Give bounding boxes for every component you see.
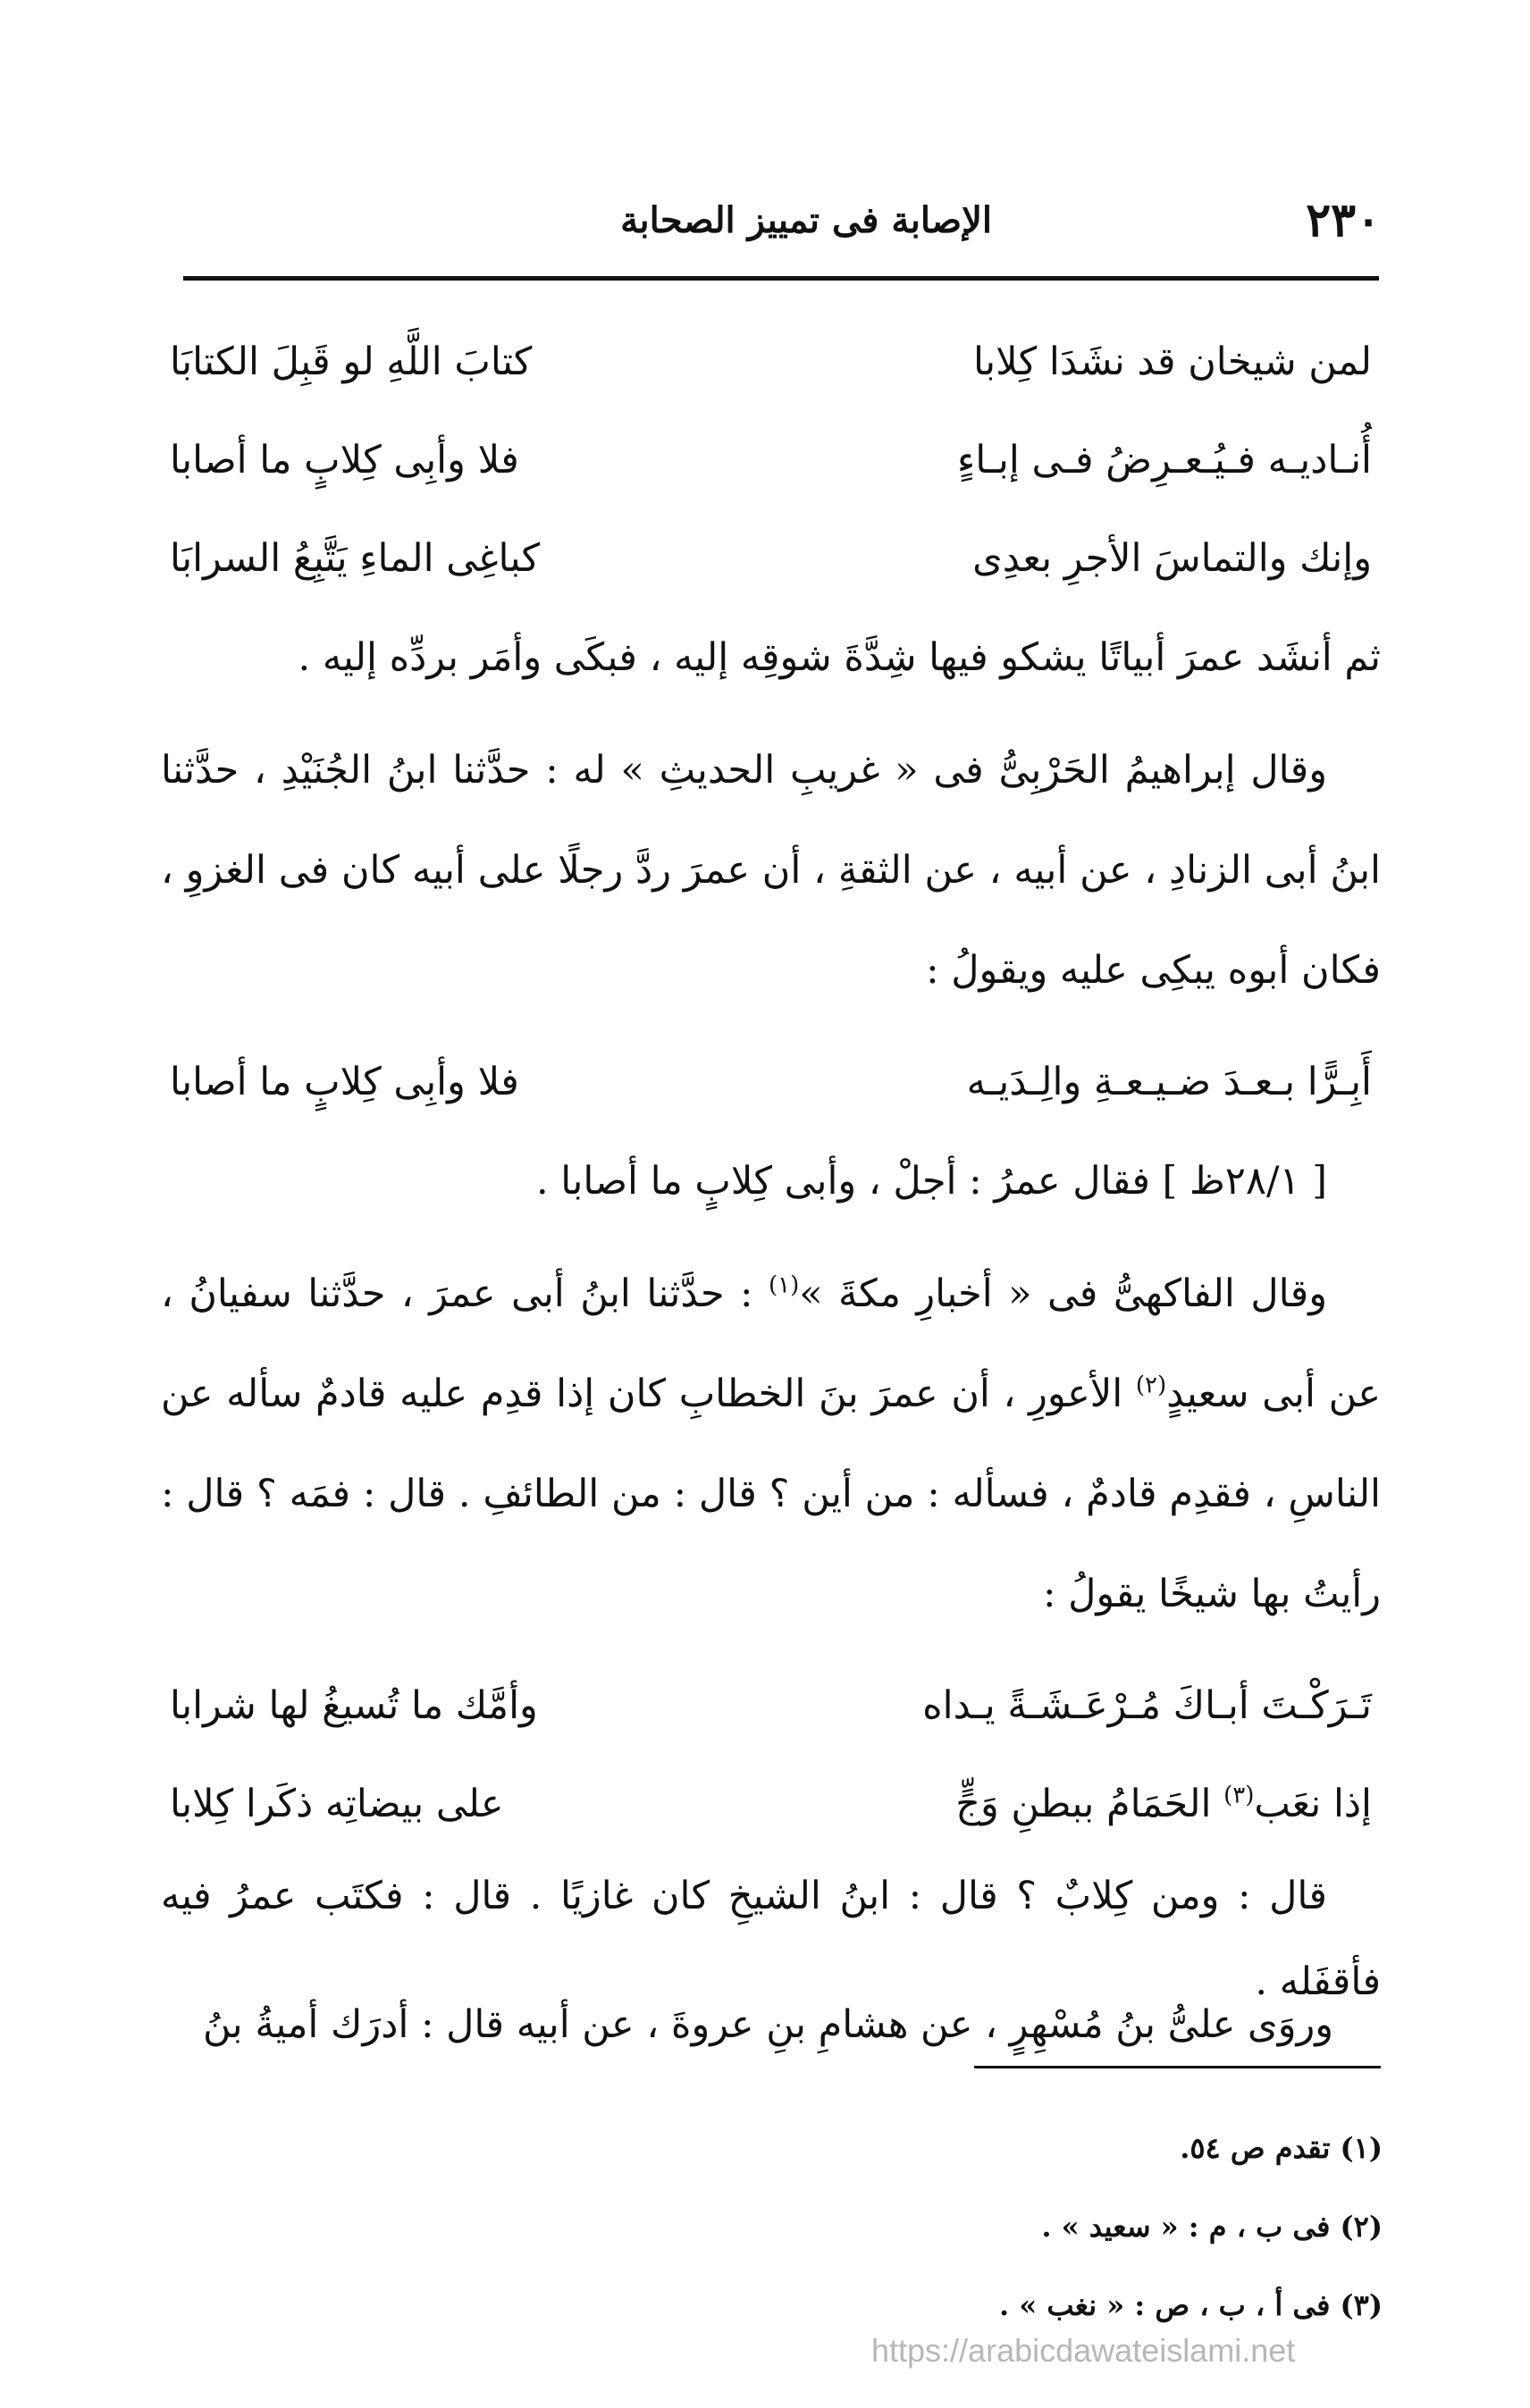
verse-hemistich-first: لمن شيخان قد نشَدَا كِلابا — [973, 340, 1372, 384]
verse-hemistich-first: أُنـاديـه فـيُـعـرِضُ فـى إبـاءٍ — [957, 438, 1372, 482]
paragraph: وقال إبراهيمُ الحَرْبِىُّ فى « غريبِ الحديثِ » له : حدَّثنا ابنُ الجُنَيْدِ ، حدَّثنا ابنُ أبى الزنادِ ، عن أبيه ، عن الثقةِ ، أن عمرَ ردَّ رجلًا على أبيه كان فى الغزوِ ، فكان أبوه يبكِى عليه ويقولُ : — [161, 748, 1381, 993]
footnote: (٢) فى ب ، م : « سعيد » . — [1041, 2210, 1383, 2244]
verse-hemistich-second: كتابَ اللَّهِ لو قَبِلَ الكتابَا — [170, 340, 533, 384]
verse-hemistich-second: على بيضاتِه ذكَرا كِلابا — [170, 1782, 504, 1826]
verse-hemistich-first: أَبِـرًّا بـعـدَ ضـيـعـةِ والِـدَيـه — [966, 1060, 1372, 1104]
footnote-ref: (٢) — [1135, 1372, 1167, 1399]
verse-line — [161, 1755, 1381, 1853]
paragraph: ثم أنشَد عمرَ أبياتًا يشكو فيها شِدَّةَ شوقِه إليه ، فبكَى وأمَر بردِّه إليه . — [298, 635, 1381, 680]
verse-hemistich-second: فلا وأبِى كِلابٍ ما أصابا — [170, 438, 519, 482]
verse-line — [161, 411, 1381, 509]
continuation-line — [161, 1989, 1387, 2060]
footnote: (٣) فى أ ، ب ، ص : « نغب » . — [998, 2288, 1383, 2322]
verse-line — [161, 1033, 1381, 1131]
footnote: (١) تقدم ص ٥٤. — [1180, 2131, 1383, 2165]
footnote-ref: (١) — [768, 1271, 800, 1299]
paragraph — [161, 1244, 1381, 1644]
verse-hemistich-first: تَـرَكْـتَ أبـاكَ مُـرْعَـشَـةً يـداه — [922, 1683, 1372, 1728]
footnote-rule — [974, 2066, 1381, 2068]
paragraph: قال : ومن كِلابٌ ؟ قال : ابنُ الشيخِ كان غازيًا . قال : فكتَب عمرُ فيه فأقفَله . — [161, 1874, 1381, 2004]
verse-hemistich-second: كباغِى الماءِ يَتَّبِعُ السرابَا — [170, 536, 541, 581]
paragraph: [ ٢٨/١ظ ] فقال عمرُ : أجلْ ، وأبى كِلابٍ ما أصابا . — [535, 1159, 1327, 1204]
footnotes — [310, 2109, 1383, 2345]
paragraph: وروَى علىُّ بنُ مُسْهِرٍ ، عن هشامِ بنِ عروةَ ، عن أبيه قال : أدرَك أميةُ بنُ — [202, 2002, 1333, 2047]
verse-text: الحَمَامُ ببطنِ وَجٍّ — [955, 1782, 1224, 1826]
verse-text: إذا نعَب — [1254, 1782, 1372, 1826]
paragraph-text: الأعورِ ، أن عمرَ بنَ الخطابِ كان إذا قدِم عليه قادمٌ سأله عن الناسِ ، فقدِم قادمٌ ، فسأله : من أين ؟ قال : من الطائفِ . قال : فمَه ؟ قال : رأيتُ بها شيخًا يقولُ : — [161, 1372, 1381, 1616]
verse-hemistich-second: فلا وأبِى كِلابٍ ما أصابا — [170, 1060, 519, 1104]
footnote-ref: (٣) — [1223, 1782, 1255, 1809]
paragraph-text: : حدَّثنا ابنُ أبى عمرَ ، حدَّثنا سفيانُ ، عن أبى سعيدٍ — [161, 1271, 1381, 1416]
verse-line — [161, 1657, 1381, 1755]
header-rule — [183, 276, 1379, 281]
verse-line — [161, 313, 1381, 411]
page-header — [282, 189, 1381, 252]
verse-hemistich-second: وأمَّك ما تُسيغُ لها شرابا — [170, 1683, 538, 1728]
watermark-url: https://arabicdawateislami.net — [871, 2332, 1296, 2369]
paragraph-text: وقال الفاكهىُّ فى « أخبارِ مكةَ » — [799, 1271, 1327, 1316]
verse-hemistich-first — [955, 1755, 1372, 1853]
verse-hemistich-first: وإنك والتماسَ الأجرِ بعدِى — [972, 536, 1372, 581]
main-text — [161, 313, 1381, 2025]
verse-line — [161, 509, 1381, 608]
running-title: الإصابة فى تمييز الصحابة — [620, 199, 992, 241]
page-number: ٢٣٠ — [1306, 193, 1381, 248]
